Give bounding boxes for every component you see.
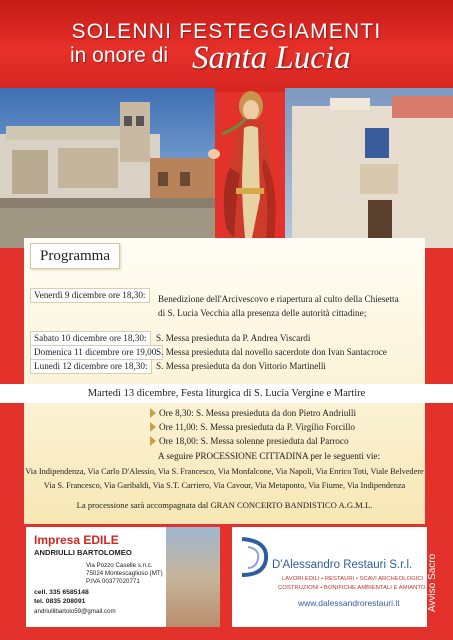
sponsor1-owner: ANDRIULLI BARTOLOMEO <box>34 548 132 557</box>
friday-date: Venerdì 9 dicembre ore 18,30: <box>30 288 150 303</box>
sponsor1-piva: P.IVA 00377020771 <box>86 578 140 585</box>
procession-route-line1: Via Indipendenza, Via Carlo D'Alessio, Via S. Francesco, Via Monfalcone, Via Napoli, Via Enrico Toti, Viale Belvedere <box>25 467 424 476</box>
church-photo <box>0 88 453 248</box>
saturday-text: S. Messa presieduta da P. Andrea Viscardi <box>156 333 311 343</box>
feast-mass-2: Ore 11,00: S. Messa presieduta da P. Virgilio Forcillo <box>159 422 356 432</box>
procession-route-line2: Via S. Francesco, Via Garibaldi, Via S.T. Carriero, Via Cavour, Via Metaponto, Via Fiume, Via Indipendenza <box>43 481 406 490</box>
saturday-date: Sabato 10 dicembre ore 18,30: <box>30 331 151 346</box>
feast-day-banner: Martedì 13 dicembre, Festa liturgica di S. Lucia Vergine e Martire <box>0 384 453 403</box>
sponsor1-name: Impresa EDILE <box>34 533 119 547</box>
sponsor1-email: andriullibartolo59@gmail.com <box>34 608 116 615</box>
procession-closing: La processione sarà accompagnata dal GRAN CONCERTO BANDISTICO A.G.M.L. <box>76 500 373 510</box>
monday-date: Lunedì 12 dicembre ore 18,30: <box>30 359 152 374</box>
bullet-icon <box>150 436 156 446</box>
feast-mass-3: Ore 18,00: S. Messa solenne presieduta dal Parroco <box>159 436 349 446</box>
title-saint: Santa Lucia <box>192 40 351 76</box>
sponsor2-website: www.dalessandrorestauri.it <box>298 598 400 608</box>
procession-intro: A seguire PROCESSIONE CITTADINA per le seguenti vie: <box>158 451 381 461</box>
bullet-icon <box>150 408 156 418</box>
dalessandro-logo-icon <box>238 535 270 579</box>
bullet-icon <box>150 422 156 432</box>
sponsor1-tel: tel. 0835 208091 <box>34 598 86 605</box>
sponsor1-address2: 75024 Montescaglioso (MT) <box>86 570 163 577</box>
feast-mass-1: Ore 8,30: S. Messa presieduta da don Pietro Andriulli <box>159 408 356 418</box>
friday-text-line1: Benedizione dell'Arcivescovo e riapertura al culto della Chiesetta <box>158 294 399 304</box>
sunday-date: Domenica 11 dicembre ore 19,00: <box>30 345 163 360</box>
sponsor1-address1: Via Pozzo Caselle s.n.c. <box>86 562 153 569</box>
sponsor1-cell: cell. 335 6585148 <box>34 589 89 596</box>
sunday-text: S. Messa presieduta dal novello sacerdote don Ivan Santacroce <box>156 347 387 357</box>
building-photo <box>166 527 220 627</box>
monday-text: S. Messa presieduta da don Vittorio Martinelli <box>156 361 326 371</box>
sponsor2-services2: COSTRUZIONI • BONIFICHE AMBIENTALI E AMIANTO <box>278 585 426 591</box>
program-heading: Programma <box>30 243 120 269</box>
statue-image <box>200 88 300 248</box>
title-line1: SOLENNI FESTEGGIAMENTI <box>71 20 382 43</box>
side-label: Avviso Sacro <box>427 553 438 612</box>
friday-text-line2: di S. Lucia Vecchia alla presenza delle autorità cittadine; <box>158 308 367 318</box>
sponsor-impresa-edile <box>26 527 220 627</box>
sponsor2-name: D'Alessandro Restauri S.r.l. <box>272 559 413 571</box>
title-line2: in onore di <box>70 44 169 67</box>
sponsor2-services1: LAVORI EDILI • RESTAURI • SCAVI ARCHEOLOGICI <box>282 576 424 582</box>
sponsor-dalessandro <box>232 527 427 627</box>
